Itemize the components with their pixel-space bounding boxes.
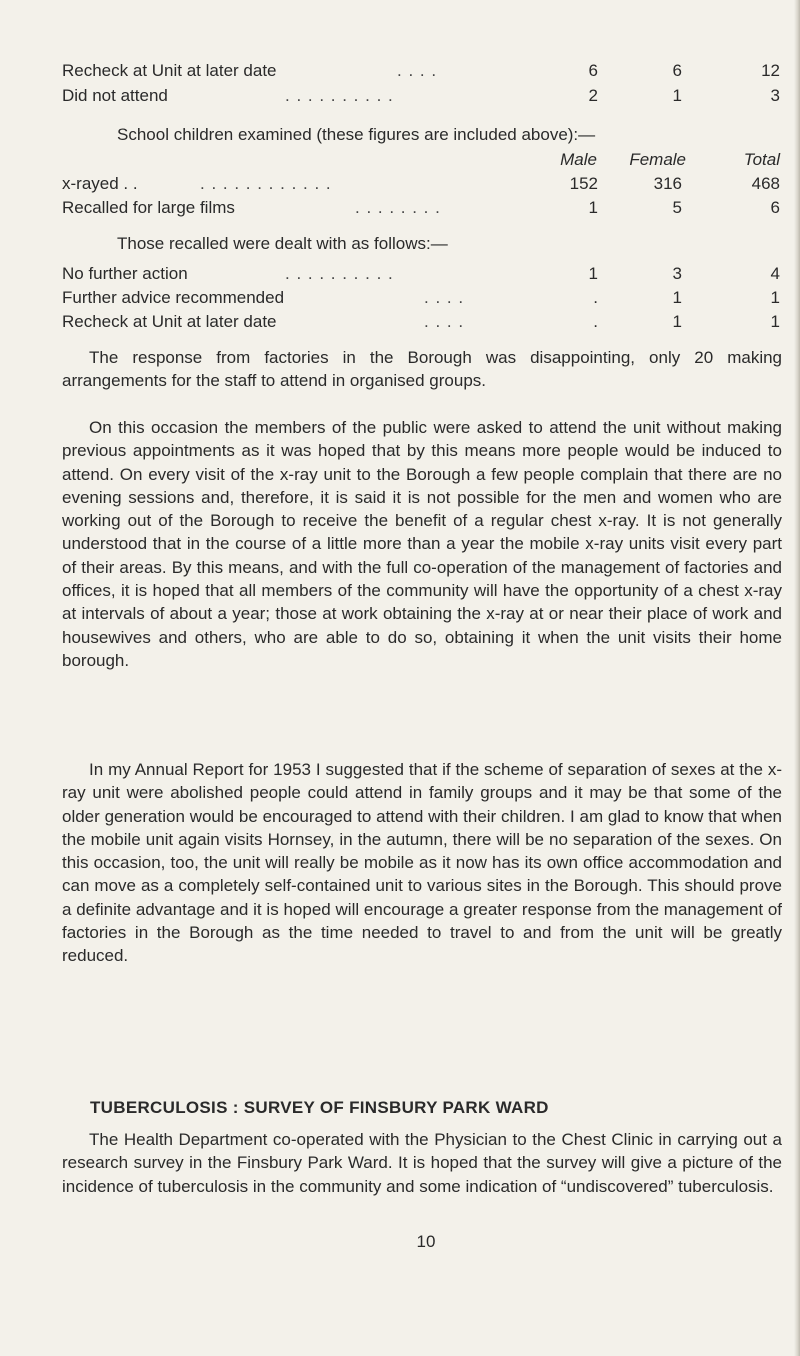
paragraph: The response from factories in the Borough was disappointing, only 20 making arrangements for the staff to attend in organised groups. bbox=[62, 348, 782, 391]
column-header-female: Female bbox=[629, 150, 686, 169]
male-value: . bbox=[593, 288, 598, 307]
male-value: 1 bbox=[588, 264, 598, 283]
page-edge-shadow bbox=[794, 0, 800, 1356]
male-value: 2 bbox=[588, 86, 598, 105]
female-value: 1 bbox=[672, 312, 682, 331]
table-row bbox=[62, 286, 780, 310]
row-label: Recheck at Unit at later date bbox=[62, 61, 277, 80]
total-value: 3 bbox=[770, 86, 780, 105]
row-label: No further action bbox=[62, 264, 188, 283]
total-value: 1 bbox=[770, 312, 780, 331]
table-row bbox=[62, 262, 780, 286]
total-value: 4 bbox=[770, 264, 780, 283]
male-value: 1 bbox=[588, 198, 598, 217]
leader-dots: . . . . bbox=[424, 312, 465, 331]
leader-dots: . . . . . . . . . . bbox=[285, 264, 394, 283]
male-value: 152 bbox=[569, 174, 598, 193]
leader-dots: . . . . bbox=[397, 61, 438, 80]
female-value: 1 bbox=[672, 86, 682, 105]
column-header-male: Male bbox=[560, 150, 597, 169]
leader-dots: . . . . . . . . bbox=[355, 198, 441, 217]
recalled-intro: Those recalled were dealt with as follows:— bbox=[117, 234, 448, 253]
page-number: 10 bbox=[416, 1232, 436, 1251]
row-label: Recheck at Unit at later date bbox=[62, 312, 277, 331]
table-row bbox=[62, 59, 780, 83]
row-label: Recalled for large films bbox=[62, 198, 235, 217]
section-heading: TUBERCULOSIS : SURVEY OF FINSBURY PARK WARD bbox=[90, 1098, 549, 1117]
total-value: 6 bbox=[770, 198, 780, 217]
female-value: 316 bbox=[653, 174, 682, 193]
table-row bbox=[62, 310, 780, 334]
row-label: Further advice recommended bbox=[62, 288, 285, 307]
male-value: . bbox=[593, 312, 598, 331]
leader-dots: . . . . bbox=[424, 288, 465, 307]
table-row bbox=[62, 84, 780, 108]
table-row bbox=[62, 196, 780, 220]
leader-dots: . . . . . . . . . . . . bbox=[200, 174, 332, 193]
paragraph: In my Annual Report for 1953 I suggested that if the scheme of separation of sexes at the x-ray unit were abolished people could attend in family groups and it may be that some of the older generation would be encouraged to attend with their children. I am glad to know that when the mobile unit again visits Hornsey, in the autumn, there will be no separation of the sexes. On this occasion, too, the unit will really be mobile as it now has its own office accommodation and can move as a completely self-contained unit to various sites in the Borough. This should prove a definite advantage and it is hoped will encourage a greater response from the management of factories in the Borough as the time needed to travel to and from the unit will be greatly reduced. bbox=[62, 760, 782, 966]
row-label: x-rayed . . bbox=[62, 174, 138, 193]
female-value: 3 bbox=[672, 264, 682, 283]
total-value: 12 bbox=[761, 61, 780, 80]
column-header-total: Total bbox=[743, 150, 780, 169]
total-value: 468 bbox=[751, 174, 780, 193]
section-body: The Health Department co-operated with the Physician to the Chest Clinic in carrying out a research survey in the Finsbury Park Ward. It is hoped that the survey will give a picture of the incidence of tuberculosis in the community and some indication of “undiscovered” tuberculosis. bbox=[62, 1130, 782, 1196]
total-value: 1 bbox=[770, 288, 780, 307]
male-value: 6 bbox=[588, 61, 598, 80]
table-row bbox=[62, 172, 780, 196]
leader-dots: . . . . . . . . . . bbox=[285, 86, 394, 105]
female-value: 1 bbox=[672, 288, 682, 307]
row-label: Did not attend bbox=[62, 86, 168, 105]
school-children-intro: School children examined (these figures are included above):— bbox=[117, 125, 596, 144]
female-value: 5 bbox=[672, 198, 682, 217]
female-value: 6 bbox=[672, 61, 682, 80]
paragraph: On this occasion the members of the public were asked to attend the unit without making previous appointments as it was hoped that by this means more people would be induced to attend. On every visit of the x-ray unit to the Borough a few people complain that there are no evening sessions and, therefore, it is said it is not possible for the men and women who are working out of the Borough to receive the benefit of a regular chest x-ray. It is not generally understood that in the course of a little more than a year the mobile x-ray units visit every part of their areas. By this means, and with the full co-operation of the management of factories and offices, it is hoped that all members of the community will have the opportunity of a chest x-ray at intervals of about a year; those at work obtaining the x-ray at or near their place of work and housewives and others, who are able to do so, obtaining it when the unit visits their home borough. bbox=[62, 418, 782, 670]
